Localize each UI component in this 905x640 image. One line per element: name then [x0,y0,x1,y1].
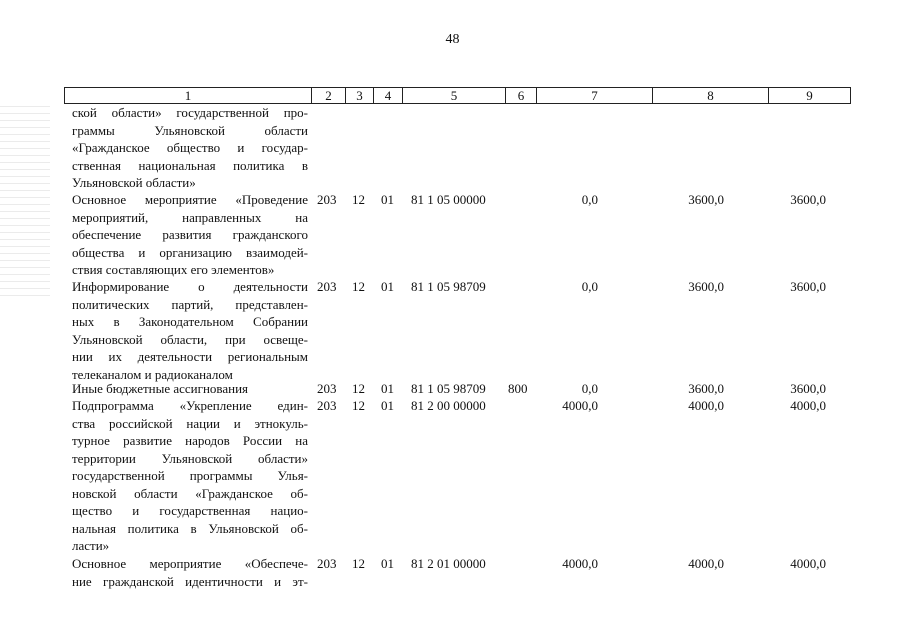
cell-c9: 3600,0 [790,279,826,294]
header-col-4: 4 [374,88,403,103]
cell-c4: 01 [381,381,394,396]
description-line: ных в Законодательном Собрании [72,314,308,329]
cell-c5: 81 2 00 00000 [411,398,486,413]
cell-c9: 4000,0 [790,398,826,413]
cell-c8: 3600,0 [688,279,724,294]
cell-c8: 4000,0 [688,556,724,571]
cell-c9: 4000,0 [790,556,826,571]
cell-c7: 4000,0 [562,556,598,571]
cell-c5: 81 1 05 98709 [411,381,486,396]
row-description [72,104,308,192]
cell-c8: 3600,0 [688,192,724,207]
header-col-6: 6 [506,88,537,103]
cell-c7: 4000,0 [562,398,598,413]
row-description [72,278,308,383]
header-col-5: 5 [403,88,506,103]
description-line: нальная политика в Ульяновской об- [72,520,308,536]
description-line: нии их деятельности региональным [72,349,308,364]
description-line: территории Ульяновской области» [72,450,308,466]
description-line: обеспечение развития гражданского [72,227,308,242]
row-description [72,555,308,590]
description-line: государственной программы Улья- [72,468,308,483]
scan-margin-noise [0,100,50,300]
description-line: ства российской нации и этнокуль- [72,415,308,431]
cell-c7: 0,0 [581,279,598,294]
description-line: новской области «Гражданское об- [72,485,308,501]
description-line: политических партий, представлен- [72,296,308,312]
cell-c7: 0,0 [581,381,598,396]
cell-c6: 800 [508,381,528,396]
cell-c3: 12 [352,192,365,207]
description-line: ственная национальная политика в [72,157,308,173]
description-line: ласти» [72,538,110,553]
cell-c4: 01 [381,192,394,207]
description-line: Подпрограмма «Укрепление един- [72,398,308,413]
cell-c5: 81 1 05 98709 [411,279,486,294]
header-col-1: 1 [65,88,312,103]
cell-c4: 01 [381,556,394,571]
page-number: 48 [445,32,460,47]
cell-c3: 12 [352,279,365,294]
cell-c2: 203 [317,192,337,207]
description-line: ние гражданской идентичности и эт- [72,573,308,589]
cell-c2: 203 [317,556,337,571]
description-line: Основное мероприятие «Обеспече- [72,556,308,571]
header-col-3: 3 [346,88,374,103]
description-line: ской области» государственной про- [72,105,308,120]
cell-c4: 01 [381,279,394,294]
cell-c4: 01 [381,398,394,413]
cell-c8: 4000,0 [688,398,724,413]
row-description [72,380,308,398]
description-line: общества и организацию взаимодей- [72,244,308,260]
cell-c2: 203 [317,398,337,413]
description-line: телеканалом и радиоканалом [72,366,233,382]
description-line: Информирование о деятельности [72,279,308,294]
cell-c5: 81 1 05 00000 [411,192,486,207]
cell-c5: 81 2 01 00000 [411,556,486,571]
cell-c3: 12 [352,556,365,571]
description-line: Иные бюджетные ассигнования [72,381,249,396]
cell-c8: 3600,0 [688,381,724,396]
row-description [72,191,308,279]
cell-c7: 0,0 [581,192,598,207]
cell-c3: 12 [352,398,365,413]
header-col-7: 7 [537,88,653,103]
description-line: ствия составляющих его элементов» [72,262,275,277]
header-col-8: 8 [653,88,769,103]
header-col-2: 2 [312,88,346,103]
cell-c2: 203 [317,279,337,294]
cell-c9: 3600,0 [790,192,826,207]
description-line: «Гражданское общество и государ- [72,140,308,155]
cell-c3: 12 [352,381,365,396]
cell-c9: 3600,0 [790,381,826,396]
description-line: Основное мероприятие «Проведение [72,192,308,207]
description-line: граммы Ульяновской области [72,122,308,138]
description-line: Ульяновской области, при освеще- [72,331,308,347]
header-col-9: 9 [806,88,813,103]
description-line: Ульяновской области» [72,175,196,190]
description-line: мероприятий, направленных на [72,209,308,225]
row-description [72,397,308,555]
description-line: турное развитие народов России на [72,433,308,448]
cell-c2: 203 [317,381,337,396]
description-line: щество и государственная нацио- [72,503,308,518]
table-header [64,87,851,104]
